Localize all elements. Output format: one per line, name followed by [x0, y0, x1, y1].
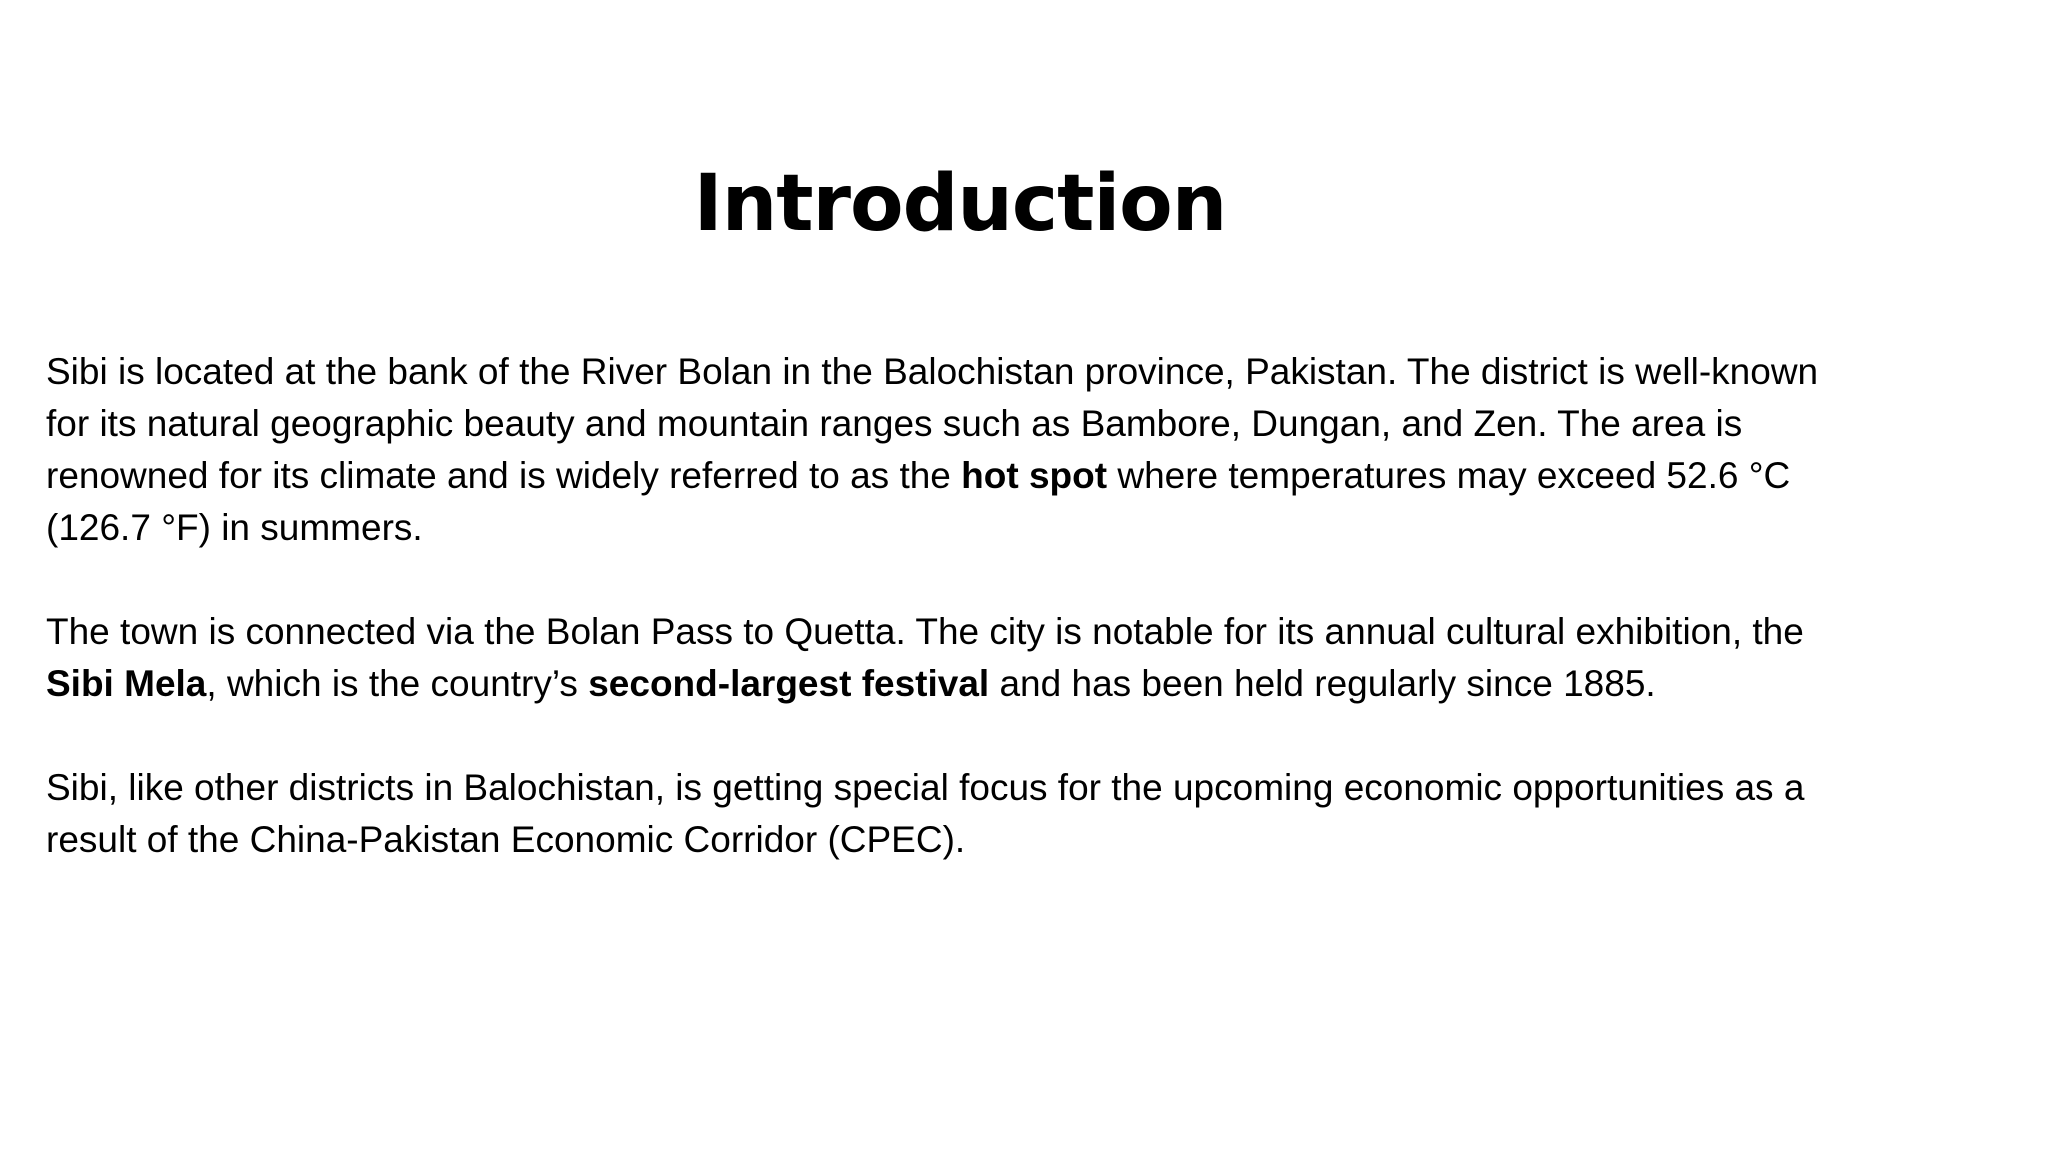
paragraph-line: (126.7 °F) in summers.	[46, 507, 423, 548]
bold-text-hot-spot: hot spot	[961, 455, 1108, 496]
bold-text-sibi-mela: Sibi Mela	[46, 663, 207, 704]
slide-title: Introduction	[693, 159, 1227, 249]
slide-body	[46, 346, 1976, 918]
paragraph-line: result of the China-Pakistan Economic Corridor (CPEC).	[46, 819, 966, 860]
paragraph-cpec	[46, 762, 1976, 866]
text-run: where temperatures may exceed 52.6 °C	[1107, 455, 1791, 496]
text-run: , which is the country’s	[206, 663, 589, 704]
paragraph-line	[46, 450, 1976, 502]
paragraph-line	[46, 658, 1976, 710]
text-run: renowned for its climate and is widely referred to as the	[46, 455, 962, 496]
paragraph-line: The town is connected via the Bolan Pass to Quetta. The city is notable for its annual cultural exhibition, the	[46, 611, 1804, 652]
paragraph-line: Sibi, like other districts in Balochistan, is getting special focus for the upcoming economic opportunities as a	[46, 767, 1805, 808]
paragraph-line: for its natural geographic beauty and mountain ranges such as Bambore, Dungan, and Zen. The area is	[46, 403, 1743, 444]
paragraph-line: Sibi is located at the bank of the River Bolan in the Balochistan province, Pakistan. The district is well-known	[46, 351, 1819, 392]
paragraph-location	[46, 346, 1976, 554]
paragraph-sibi-mela	[46, 606, 1976, 710]
bold-text-second-largest-festival: second-largest festival	[588, 663, 990, 704]
text-run: and has been held regularly since 1885.	[989, 663, 1656, 704]
